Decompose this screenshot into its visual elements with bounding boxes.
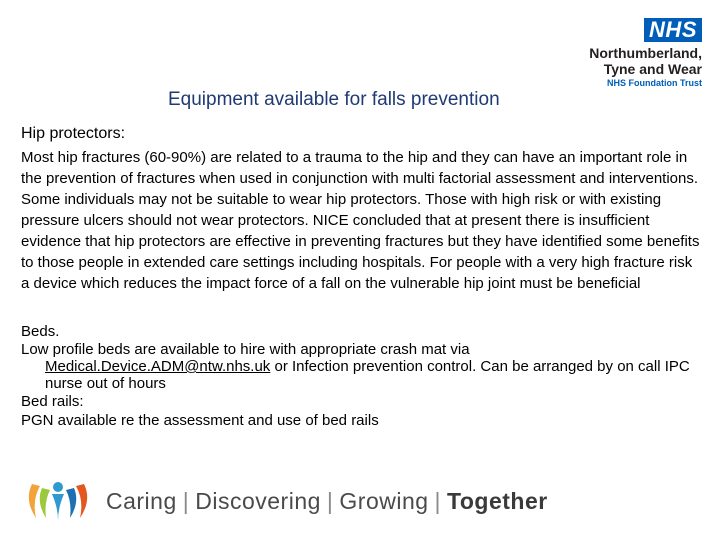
tagline-caring: Caring	[106, 488, 177, 514]
trust-name: NHS Foundation Trust	[607, 78, 702, 88]
tagline-separator: |	[434, 488, 442, 514]
bed-rails-label: Bed rails:	[21, 393, 84, 410]
org-name-line1: Northumberland,	[589, 45, 702, 61]
figures-logo-icon	[22, 478, 94, 522]
nhs-logo-box: NHS	[644, 18, 702, 42]
tagline-growing: Growing	[339, 488, 429, 514]
tagline-separator: |	[326, 488, 334, 514]
beds-label: Beds.	[21, 323, 60, 340]
footer-banner	[22, 478, 622, 524]
hip-protectors-text: Most hip fractures (60-90%) are related to a trauma to the hip and they can have an important role in the prevention of fractures when used in conjunction with multi factorial assessment and interventions. Some individuals may not be suitable to wear hip protectors. Those with high risk or with existing pressure ulcers should not wear protectors. NICE concluded that at present there is insufficient evidence that hip protectors are effective in preventing fractures but they have identified some benefits to those people in extended care settings including hospitals. For people with a very high fracture risk a device which reduces the impact force of a fall on the vulnerable hip joint must be beneficial	[21, 149, 700, 292]
tagline	[106, 488, 548, 515]
nhs-trust-logo	[567, 18, 702, 89]
hip-protectors-label: Hip protectors:	[21, 125, 126, 142]
slide-content	[21, 123, 701, 430]
beds-text	[21, 341, 701, 392]
tagline-discovering: Discovering	[195, 488, 321, 514]
org-name-line2: Tyne and Wear	[603, 61, 702, 77]
tagline-separator: |	[182, 488, 190, 514]
email-link[interactable]: Medical.Device.ADM@ntw.nhs.uk	[45, 358, 271, 375]
beds-text-rest: or Infection prevention control. Can be arranged by on call IPC nurse out of hours	[45, 358, 690, 392]
beds-text-start: Low profile beds are available to hire with appropriate crash mat via	[21, 341, 470, 358]
bed-rails-text: PGN available re the assessment and use of bed rails	[21, 412, 379, 429]
tagline-together: Together	[447, 488, 548, 514]
slide-title: Equipment available for falls prevention	[168, 89, 500, 110]
